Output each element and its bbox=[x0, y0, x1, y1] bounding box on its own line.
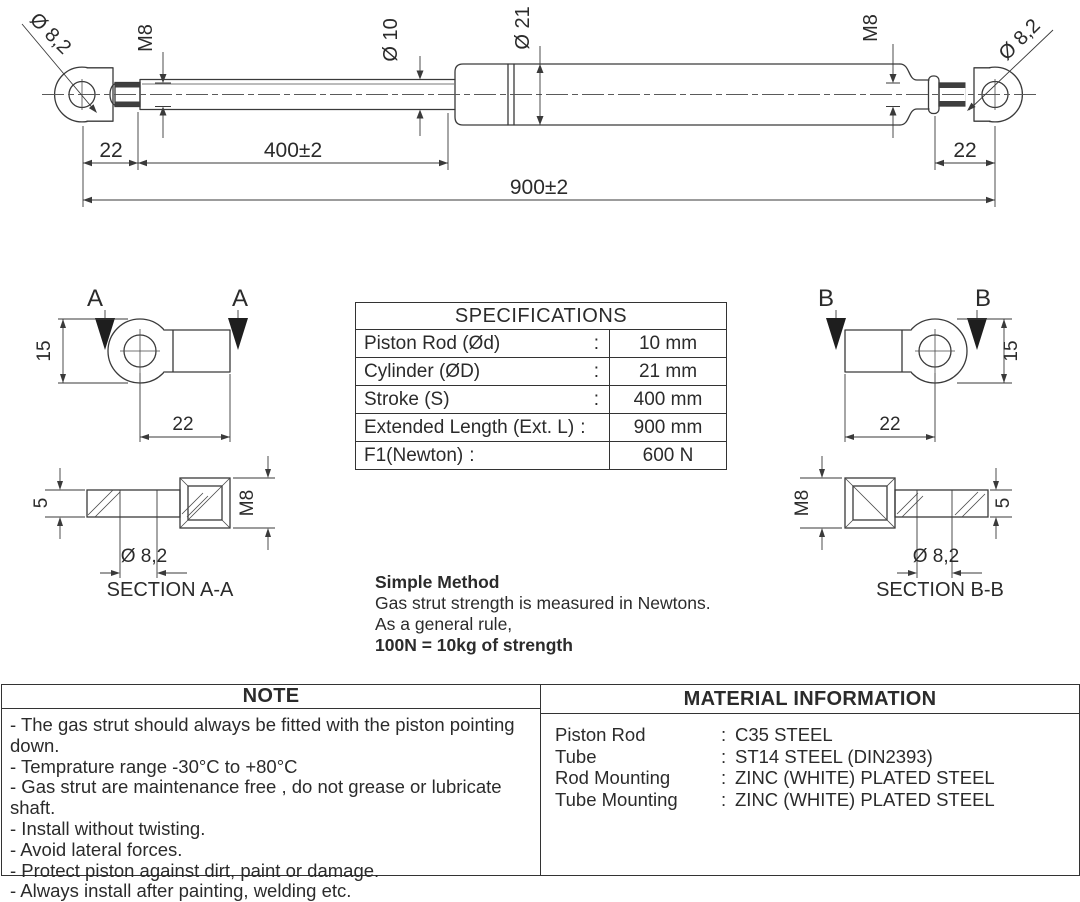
dim-label-22-b: 22 bbox=[879, 414, 901, 435]
material-colon: : bbox=[721, 745, 727, 767]
spec-colon: : bbox=[469, 444, 475, 466]
spec-value: 600 N bbox=[642, 444, 694, 466]
label-eyelet-diameter-left: Ø 8,2 bbox=[25, 8, 76, 59]
dim-label-hole-a: Ø 8,2 bbox=[120, 546, 168, 567]
material-information-title: MATERIAL INFORMATION bbox=[541, 685, 1079, 714]
note-list bbox=[2, 709, 540, 902]
material-label: Tube bbox=[555, 745, 597, 767]
dim-label-5-b: 5 bbox=[993, 497, 1014, 509]
label-rod-diameter: Ø 10 bbox=[380, 18, 402, 62]
table-row bbox=[356, 441, 726, 469]
spec-colon: : bbox=[593, 360, 599, 382]
strut-drawing bbox=[0, 0, 1080, 238]
note-section bbox=[2, 685, 541, 902]
material-list bbox=[541, 714, 1079, 810]
specifications-title: SPECIFICATIONS bbox=[454, 304, 628, 327]
spec-value: 900 mm bbox=[633, 416, 703, 438]
section-a-drawing bbox=[25, 270, 315, 615]
dim-label-hole-b: Ø 8,2 bbox=[912, 546, 960, 567]
section-b-top-view bbox=[841, 315, 967, 387]
material-label: Tube Mounting bbox=[555, 788, 678, 810]
material-colon: : bbox=[721, 724, 727, 745]
table-row bbox=[356, 357, 726, 385]
spec-colon: : bbox=[593, 332, 599, 354]
material-row bbox=[555, 724, 1079, 746]
dim-label-400: 400±2 bbox=[263, 139, 323, 162]
simple-method-note bbox=[375, 572, 735, 656]
section-b-drawing bbox=[770, 270, 1060, 615]
dim-label-m8-a: M8 bbox=[237, 489, 258, 517]
material-value: ST14 STEEL (DIN2393) bbox=[735, 745, 933, 767]
section-marker-a-left: A bbox=[86, 285, 104, 312]
material-value: ZINC (WHITE) PLATED STEEL bbox=[735, 788, 995, 810]
label-thread-left: M8 bbox=[135, 24, 157, 52]
section-a-cut-view bbox=[87, 478, 230, 528]
dim-label-15-b: 15 bbox=[1001, 340, 1022, 362]
dim-label-22-a: 22 bbox=[172, 414, 194, 435]
strut-dimensions bbox=[22, 6, 1053, 207]
material-information-section bbox=[541, 685, 1079, 875]
table-row bbox=[356, 385, 726, 413]
simple-method-title: Simple Method bbox=[375, 572, 500, 592]
note-item: - Gas strut are maintenance free , do not grease or lubricate shaft. bbox=[10, 776, 502, 819]
section-marker-a-right: A bbox=[231, 285, 249, 312]
note-item: - Always install after painting, welding etc. bbox=[10, 880, 352, 902]
spec-label: Stroke (S) bbox=[364, 388, 450, 410]
dim-label-15-a: 15 bbox=[34, 340, 55, 362]
spec-value: 21 mm bbox=[638, 360, 698, 382]
section-a-top-view bbox=[108, 315, 234, 387]
material-colon: : bbox=[721, 788, 727, 810]
material-row bbox=[555, 767, 1079, 789]
material-row bbox=[555, 746, 1079, 768]
section-a-caption: SECTION A-A bbox=[106, 579, 234, 601]
simple-method-line: As a general rule, bbox=[375, 614, 513, 634]
spec-value: 10 mm bbox=[638, 332, 698, 354]
simple-method-line: Gas strut strength is measured in Newtons. bbox=[375, 593, 711, 613]
spec-label: Piston Rod (Ød) bbox=[364, 332, 501, 354]
section-marker-b-right: B bbox=[974, 285, 992, 312]
material-label: Piston Rod bbox=[555, 724, 646, 745]
note-title: NOTE bbox=[2, 685, 540, 709]
section-b-cut-view bbox=[845, 478, 988, 528]
label-thread-right: M8 bbox=[860, 14, 882, 42]
dim-label-900: 900±2 bbox=[509, 176, 569, 199]
section-b-caption: SECTION B-B bbox=[876, 579, 1004, 601]
table-row bbox=[356, 413, 726, 441]
label-eyelet-diameter-right: Ø 8,2 bbox=[994, 14, 1045, 65]
dim-label-5-a: 5 bbox=[31, 497, 52, 509]
dim-label-22-right: 22 bbox=[953, 139, 977, 162]
dim-label-22-left: 22 bbox=[99, 139, 123, 162]
spec-label: F1(Newton) bbox=[364, 444, 464, 466]
material-row bbox=[555, 789, 1079, 811]
material-label: Rod Mounting bbox=[555, 767, 671, 788]
simple-method-rule: 100N = 10kg of strength bbox=[375, 635, 573, 655]
material-colon: : bbox=[721, 767, 727, 788]
note-item: - Install without twisting. bbox=[10, 817, 206, 839]
material-value: ZINC (WHITE) PLATED STEEL bbox=[735, 767, 995, 788]
material-value: C35 STEEL bbox=[735, 724, 833, 745]
note-item: - Avoid lateral forces. bbox=[10, 838, 183, 860]
dim-label-m8-b: M8 bbox=[792, 489, 813, 517]
spec-label: Cylinder (ØD) bbox=[364, 360, 481, 382]
spec-value: 400 mm bbox=[633, 388, 703, 410]
bottom-tables bbox=[1, 684, 1080, 902]
label-cylinder-diameter: Ø 21 bbox=[512, 6, 534, 50]
table-row bbox=[356, 329, 726, 357]
note-item: - The gas strut should always be fitted with the piston pointing down. bbox=[10, 714, 515, 756]
spec-colon: : bbox=[580, 416, 586, 438]
section-marker-b-left: B bbox=[817, 285, 835, 312]
spec-colon: : bbox=[593, 388, 599, 410]
spec-label: Extended Length (Ext. L) bbox=[364, 416, 575, 438]
note-item: - Temprature range -30°C to +80°C bbox=[10, 755, 298, 777]
note-item: - Protect piston against dirt, paint or damage. bbox=[10, 859, 380, 881]
specifications-table bbox=[355, 302, 727, 470]
